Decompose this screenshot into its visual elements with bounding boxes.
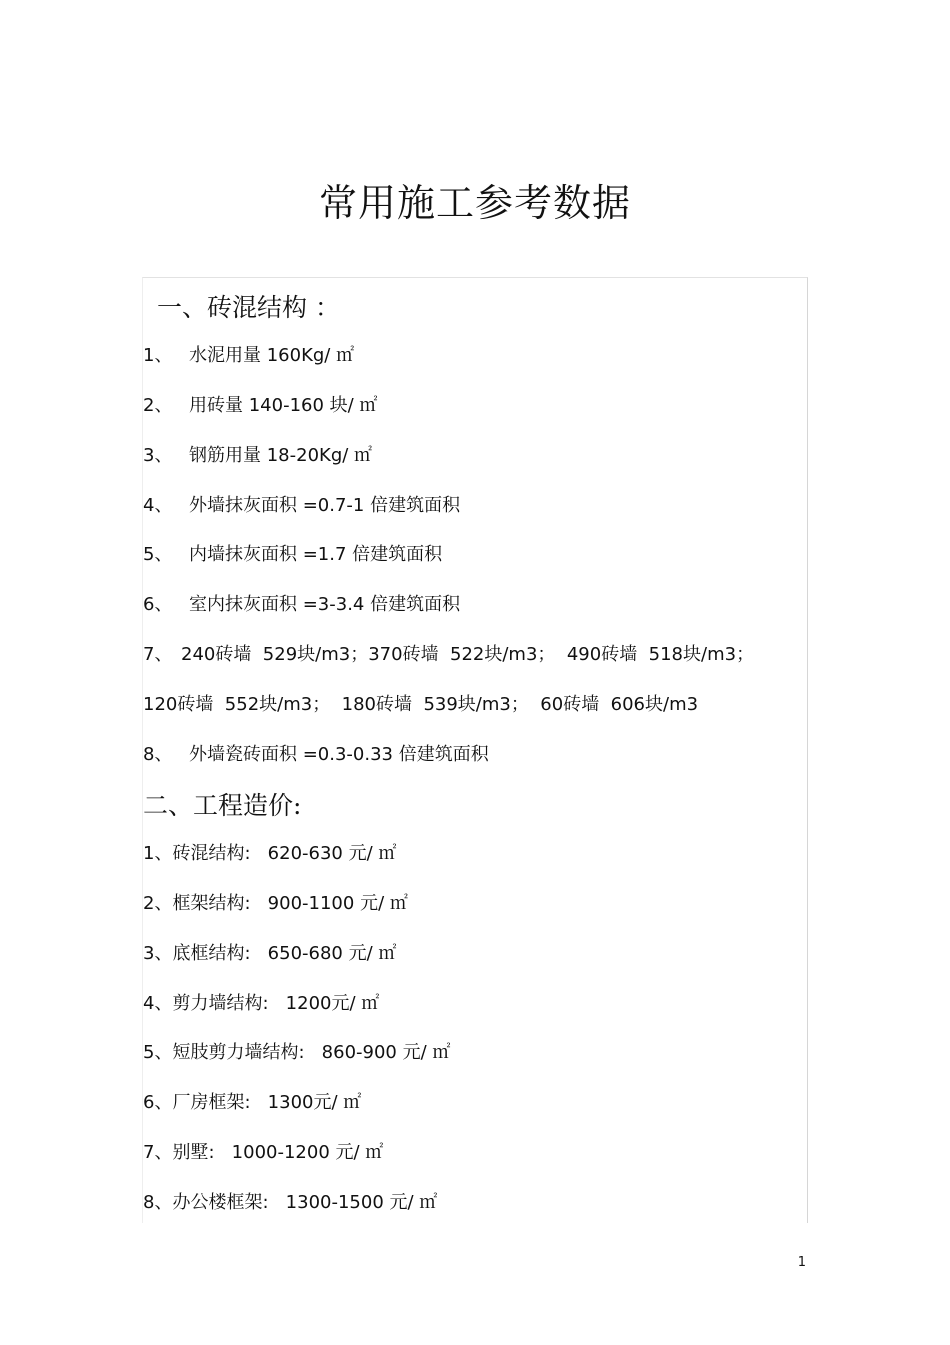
- page-title: 常用施工参考数据: [318, 181, 631, 225]
- item-text: 用砖量 140-160 块/ ㎡: [189, 395, 378, 416]
- section1-item: [143, 391, 377, 417]
- item-number: 6、: [143, 594, 173, 615]
- section1-item: [143, 690, 698, 716]
- section2-item: 8、办公楼框架: 1300-1500 元/ ㎡: [143, 1192, 438, 1213]
- item-text: 水泥用量 160Kg/ ㎡: [189, 345, 355, 366]
- page-number: 1: [797, 1255, 806, 1270]
- section1-item: [143, 341, 354, 367]
- item-number: 3、: [143, 445, 173, 466]
- section1-item: [143, 740, 489, 766]
- section1-heading: 一、砖混结构 ：: [157, 293, 340, 322]
- section2-item: 7、别墅: 1000-1200 元/ ㎡: [143, 1142, 384, 1163]
- item-number: 5、: [143, 544, 173, 565]
- item-text: 外墙瓷砖面积 =0.3-0.33 倍建筑面积: [189, 744, 489, 765]
- item-text: 240砖墙 529块/m3；370砖墙 522块/m3； 490砖墙 518块/m3；: [181, 644, 755, 665]
- item-text: 钢筋用量 18-20Kg/ ㎡: [189, 445, 373, 466]
- item-text: 120砖墙 552块/m3； 180砖墙 539块/m3； 60砖墙 606块/m3: [143, 694, 699, 715]
- section1-item: [143, 491, 460, 517]
- section2-item: 4、剪力墙结构: 1200元/ ㎡: [143, 993, 380, 1014]
- section2-item: 3、底框结构: 650-680 元/ ㎡: [143, 943, 397, 964]
- item-number: 2、: [143, 395, 173, 416]
- item-text: 室内抹灰面积 =3-3.4 倍建筑面积: [189, 594, 461, 615]
- section2-item: 5、短肢剪力墙结构: 860-900 元/ ㎡: [143, 1042, 451, 1063]
- section1-item: [143, 441, 372, 467]
- item-number: 4、: [143, 495, 173, 516]
- section2-item: 6、厂房框架: 1300元/ ㎡: [143, 1092, 362, 1113]
- section2-heading: 二、工程造价:: [143, 791, 302, 820]
- item-number: 1、: [143, 345, 173, 366]
- section2-item: 2、框架结构: 900-1100 元/ ㎡: [143, 893, 408, 914]
- section2-item: 1、砖混结构: 620-630 元/ ㎡: [143, 843, 397, 864]
- item-number: 7、: [143, 644, 173, 665]
- section1-item: [143, 590, 460, 616]
- item-number: 8、: [143, 744, 173, 765]
- section1-item: [143, 640, 754, 666]
- section1-item: [143, 540, 442, 566]
- item-text: 内墙抹灰面积 =1.7 倍建筑面积: [189, 544, 443, 565]
- item-text: 外墙抹灰面积 =0.7-1 倍建筑面积: [189, 495, 461, 516]
